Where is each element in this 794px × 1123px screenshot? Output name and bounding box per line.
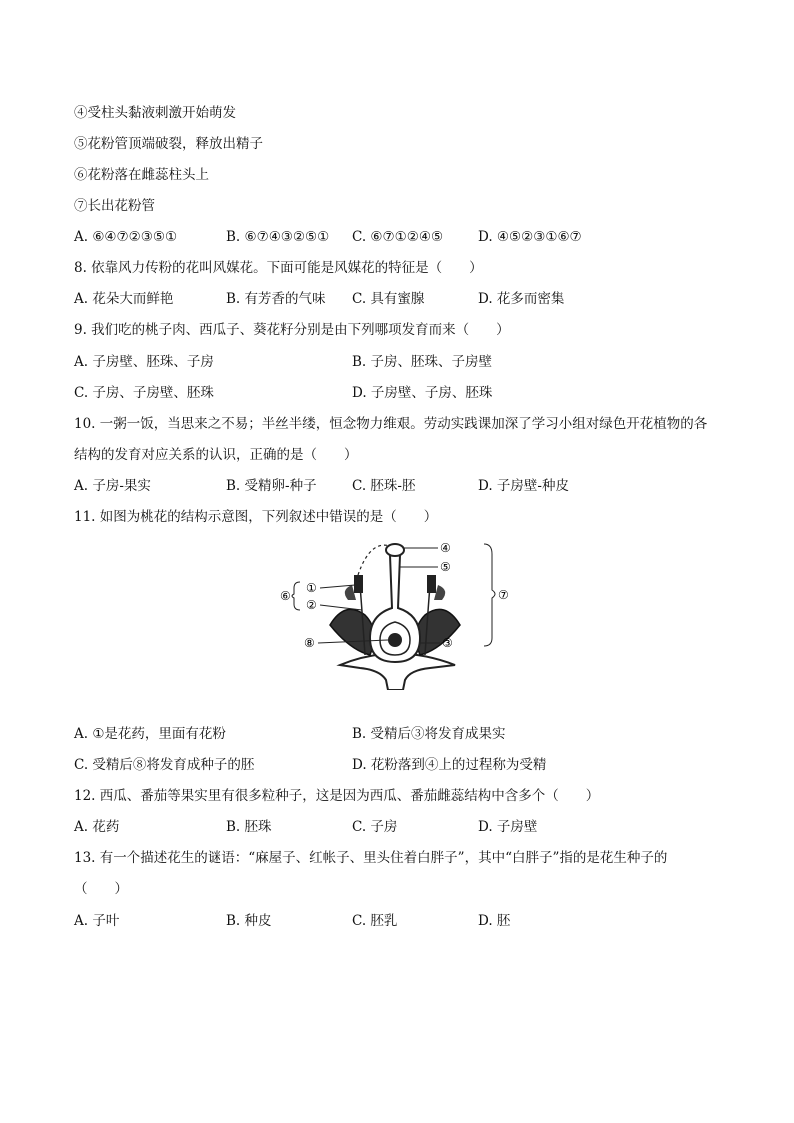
- q9-options-row1: [74, 352, 734, 372]
- q9-option-c[interactable]: C. 子房、子房壁、胚珠: [74, 385, 214, 401]
- q10-option-d[interactable]: D. 子房壁-种皮: [478, 478, 569, 494]
- label-8: ⑧: [304, 636, 315, 650]
- q8-option-a[interactable]: A. 花朵大而鲜艳: [74, 291, 174, 307]
- step-6: ⑥花粉落在雌蕊柱头上: [74, 167, 209, 183]
- left-petal-shape: [330, 609, 374, 655]
- q10-stem-line2: 结构的发育对应关系的认识，正确的是（ ）: [74, 447, 358, 463]
- stigma-shape: [386, 544, 404, 556]
- leader-2: [320, 605, 362, 610]
- bracket-6: [292, 582, 300, 610]
- q10-option-b[interactable]: B. 受精卵-种子: [226, 478, 317, 494]
- q7-options: [74, 227, 734, 247]
- q12-option-a[interactable]: A. 花药: [74, 819, 120, 835]
- q10-options: [74, 476, 734, 496]
- label-5: ⑤: [440, 560, 451, 574]
- label-2: ②: [306, 598, 317, 612]
- q9-options-row2: [74, 383, 734, 403]
- bracket-7: [484, 544, 495, 646]
- q9-option-a[interactable]: A. 子房壁、胚珠、子房: [74, 354, 214, 370]
- q10-option-c[interactable]: C. 胚珠-胚: [352, 478, 416, 494]
- label-6: ⑥: [280, 589, 291, 603]
- q7-option-c[interactable]: C. ⑥⑦①②④⑤: [352, 229, 444, 245]
- q11-option-c[interactable]: C. 受精后⑧将发育成种子的胚: [74, 757, 255, 773]
- q7-option-d[interactable]: D. ④⑤②③①⑥⑦: [478, 229, 582, 245]
- q9-option-b[interactable]: B. 子房、胚珠、子房壁: [352, 354, 493, 370]
- q11-option-a[interactable]: A. ①是花药，里面有花粉: [74, 726, 226, 742]
- embryo-sac-shape: [388, 633, 402, 647]
- q12-option-d[interactable]: D. 子房壁: [478, 819, 538, 835]
- q13-option-c[interactable]: C. 胚乳: [352, 913, 398, 929]
- q8-option-d[interactable]: D. 花多而密集: [478, 291, 565, 307]
- q13-stem-line2: （ ）: [74, 881, 128, 897]
- q8-option-b[interactable]: B. 有芳香的气味: [226, 291, 326, 307]
- label-4: ④: [440, 541, 451, 555]
- q12-option-c[interactable]: C. 子房: [352, 819, 398, 835]
- left-anther: [354, 575, 363, 593]
- q13-option-a[interactable]: A. 子叶: [74, 913, 120, 929]
- q12-option-b[interactable]: B. 胚珠: [226, 819, 272, 835]
- step-7: ⑦长出花粉管: [74, 198, 155, 214]
- q11-option-b[interactable]: B. 受精后③将发育成果实: [352, 726, 506, 742]
- right-petal-shape: [416, 609, 460, 655]
- q11-options-row2: [74, 755, 734, 775]
- q8-stem: 8. 依靠风力传粉的花叫风媒花。下面可能是风媒花的特征是（ ）: [74, 260, 483, 276]
- right-anther: [427, 575, 436, 593]
- q9-option-d[interactable]: D. 子房壁、子房、胚珠: [352, 385, 493, 401]
- q13-option-d[interactable]: D. 胚: [478, 913, 511, 929]
- q11-option-d[interactable]: D. 花粉落到④上的过程称为受精: [352, 757, 547, 773]
- q13-options: [74, 911, 734, 931]
- q11-stem: 11. 如图为桃花的结构示意图，下列叙述中错误的是（ ）: [74, 509, 438, 525]
- q13-option-b[interactable]: B. 种皮: [226, 913, 272, 929]
- peach-flower-diagram: [270, 530, 520, 690]
- q12-options: [74, 817, 734, 837]
- q9-stem: 9. 我们吃的桃子肉、西瓜子、葵花籽分别是由下列哪项发育而来（ ）: [74, 322, 510, 338]
- q10-stem-line1: 10. 一粥一饭，当思来之不易；半丝半缕，恒念物力维艰。劳动实践课加深了学习小组对绿色开花植物的各: [74, 416, 708, 432]
- q11-options-row1: [74, 724, 734, 744]
- q12-stem: 12. 西瓜、番茄等果实里有很多粒种子，这是因为西瓜、番茄雌蕊结构中含多个（ ）: [74, 788, 600, 804]
- q10-option-a[interactable]: A. 子房-果实: [74, 478, 151, 494]
- label-3: ③: [442, 636, 453, 650]
- label-1: ①: [306, 581, 317, 595]
- q13-stem-line1: 13. 有一个描述花生的谜语：“麻屋子、红帐子、里头住着白胖子”，其中“白胖子”指的是花生种子的: [74, 850, 668, 866]
- q7-option-b[interactable]: B. ⑥⑦④③②⑤①: [226, 229, 330, 245]
- q8-option-c[interactable]: C. 具有蜜腺: [352, 291, 425, 307]
- q7-option-a[interactable]: A. ⑥④⑦②③⑤①: [74, 229, 178, 245]
- step-5: ⑤花粉管顶端破裂，释放出精子: [74, 136, 263, 152]
- step-4: ④受柱头黏液刺激开始萌发: [74, 105, 236, 121]
- label-7: ⑦: [498, 588, 509, 602]
- q8-options: [74, 289, 734, 309]
